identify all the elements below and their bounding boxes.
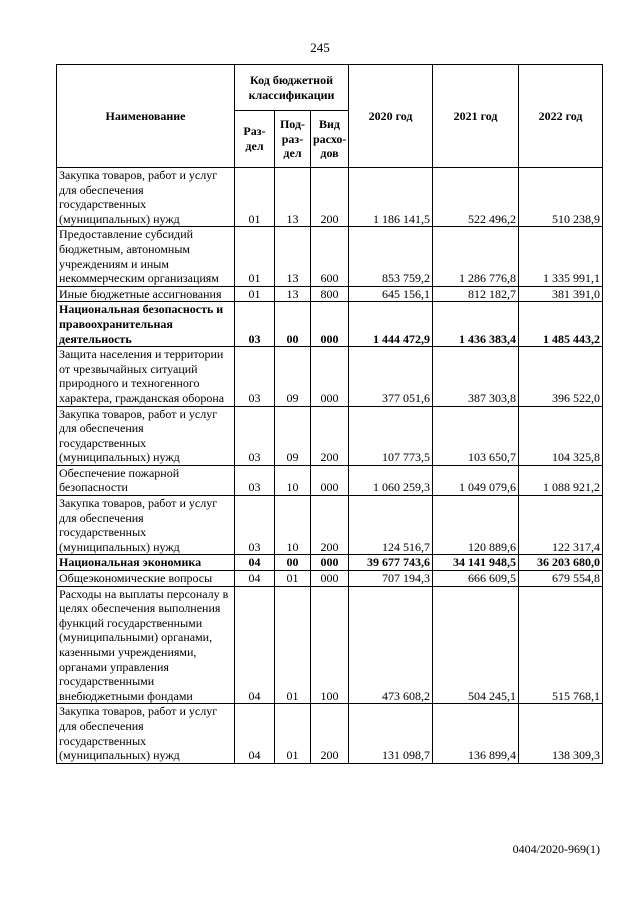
header-section: Раз-дел xyxy=(235,111,275,168)
header-2022: 2022 год xyxy=(519,65,603,168)
row-value-2021: 387 303,8 xyxy=(433,347,519,406)
row-value-2022: 1 335 991,1 xyxy=(519,227,603,286)
row-value-2022: 679 554,8 xyxy=(519,571,603,587)
row-section: 01 xyxy=(235,286,275,302)
row-name: Закупка товаров, работ и услуг для обеспечения государственных (муниципальных) нужд xyxy=(57,406,235,465)
row-value-2021: 136 899,4 xyxy=(433,704,519,763)
row-subsection: 10 xyxy=(275,465,311,495)
footer-document-code: 0404/2020-969(1) xyxy=(512,842,600,856)
row-name: Иные бюджетные ассигнования xyxy=(57,286,235,302)
header-2021: 2021 год xyxy=(433,65,519,168)
page-number: 245 xyxy=(310,40,330,55)
row-value-2021: 1 049 079,6 xyxy=(433,465,519,495)
row-expense-type: 100 xyxy=(311,586,349,704)
row-value-2022: 1 088 921,2 xyxy=(519,465,603,495)
table-row xyxy=(57,496,603,555)
row-value-2020: 39 677 743,6 xyxy=(349,555,433,571)
row-value-2022: 396 522,0 xyxy=(519,347,603,406)
row-value-2020: 707 194,3 xyxy=(349,571,433,587)
row-name: Закупка товаров, работ и услуг для обеспечения государственных (муниципальных) нужд xyxy=(57,168,235,227)
row-section: 04 xyxy=(235,704,275,763)
row-subsection: 09 xyxy=(275,406,311,465)
row-section: 03 xyxy=(235,302,275,347)
row-value-2020: 853 759,2 xyxy=(349,227,433,286)
row-expense-type: 200 xyxy=(311,168,349,227)
row-subsection: 13 xyxy=(275,286,311,302)
row-value-2020: 473 608,2 xyxy=(349,586,433,704)
row-expense-type: 800 xyxy=(311,286,349,302)
header-name: Наименование xyxy=(57,65,235,168)
row-value-2021: 666 609,5 xyxy=(433,571,519,587)
row-value-2020: 1 186 141,5 xyxy=(349,168,433,227)
row-value-2022: 1 485 443,2 xyxy=(519,302,603,347)
row-name: Обеспечение пожарной безопасности xyxy=(57,465,235,495)
row-expense-type: 000 xyxy=(311,347,349,406)
row-value-2020: 1 444 472,9 xyxy=(349,302,433,347)
row-name: Закупка товаров, работ и услуг для обеспечения государственных (муниципальных) нужд xyxy=(57,496,235,555)
table-row xyxy=(57,168,603,227)
row-subsection: 01 xyxy=(275,704,311,763)
row-subsection: 00 xyxy=(275,555,311,571)
row-name: Закупка товаров, работ и услуг для обеспечения государственных (муниципальных) нужд xyxy=(57,704,235,763)
row-section: 04 xyxy=(235,571,275,587)
row-value-2020: 645 156,1 xyxy=(349,286,433,302)
row-name: Предоставление субсидий бюджетным, автономным учреждениям и иным некоммерческим организациям xyxy=(57,227,235,286)
row-section: 01 xyxy=(235,227,275,286)
table-row xyxy=(57,286,603,302)
row-subsection: 10 xyxy=(275,496,311,555)
row-name: Защита населения и территории от чрезвычайных ситуаций природного и техногенного характера, гражданская оборона xyxy=(57,347,235,406)
row-subsection: 09 xyxy=(275,347,311,406)
table-row xyxy=(57,347,603,406)
row-expense-type: 000 xyxy=(311,571,349,587)
table-row xyxy=(57,586,603,704)
row-section: 04 xyxy=(235,586,275,704)
row-subsection: 13 xyxy=(275,168,311,227)
row-value-2021: 1 436 383,4 xyxy=(433,302,519,347)
row-value-2021: 1 286 776,8 xyxy=(433,227,519,286)
row-section: 01 xyxy=(235,168,275,227)
row-expense-type: 200 xyxy=(311,496,349,555)
row-value-2022: 122 317,4 xyxy=(519,496,603,555)
header-2020: 2020 год xyxy=(349,65,433,168)
row-name: Национальная безопасность и правоохранительная деятельность xyxy=(57,302,235,347)
header-code-group: Код бюджетной классификации xyxy=(235,65,349,111)
row-name: Национальная экономика xyxy=(57,555,235,571)
row-subsection: 13 xyxy=(275,227,311,286)
row-value-2021: 504 245,1 xyxy=(433,586,519,704)
table-row xyxy=(57,227,603,286)
table-row xyxy=(57,302,603,347)
row-section: 03 xyxy=(235,347,275,406)
row-section: 03 xyxy=(235,496,275,555)
row-value-2020: 377 051,6 xyxy=(349,347,433,406)
budget-table xyxy=(56,64,603,764)
row-value-2020: 124 516,7 xyxy=(349,496,433,555)
table-row xyxy=(57,406,603,465)
row-value-2021: 522 496,2 xyxy=(433,168,519,227)
row-value-2022: 36 203 680,0 xyxy=(519,555,603,571)
row-value-2022: 515 768,1 xyxy=(519,586,603,704)
row-value-2022: 138 309,3 xyxy=(519,704,603,763)
table-row xyxy=(57,465,603,495)
row-name: Расходы на выплаты персоналу в целях обеспечения выполнения функций государственными (муниципальными) органами, казенными учреждениями, органами управления государственными внебюджетными фондами xyxy=(57,586,235,704)
table-row xyxy=(57,555,603,571)
row-value-2020: 1 060 259,3 xyxy=(349,465,433,495)
row-name: Общеэкономические вопросы xyxy=(57,571,235,587)
row-expense-type: 000 xyxy=(311,302,349,347)
row-section: 03 xyxy=(235,406,275,465)
row-expense-type: 600 xyxy=(311,227,349,286)
row-value-2021: 34 141 948,5 xyxy=(433,555,519,571)
row-value-2021: 812 182,7 xyxy=(433,286,519,302)
row-section: 03 xyxy=(235,465,275,495)
row-subsection: 01 xyxy=(275,571,311,587)
row-value-2021: 103 650,7 xyxy=(433,406,519,465)
row-expense-type: 200 xyxy=(311,704,349,763)
table-row xyxy=(57,704,603,763)
row-value-2022: 510 238,9 xyxy=(519,168,603,227)
row-subsection: 01 xyxy=(275,586,311,704)
row-value-2020: 107 773,5 xyxy=(349,406,433,465)
header-expense-type: Вид расхо-дов xyxy=(311,111,349,168)
table-body xyxy=(57,168,603,764)
row-expense-type: 000 xyxy=(311,465,349,495)
row-value-2021: 120 889,6 xyxy=(433,496,519,555)
header-subsection: Под-раз-дел xyxy=(275,111,311,168)
row-value-2022: 104 325,8 xyxy=(519,406,603,465)
row-value-2022: 381 391,0 xyxy=(519,286,603,302)
row-section: 04 xyxy=(235,555,275,571)
row-expense-type: 000 xyxy=(311,555,349,571)
row-value-2020: 131 098,7 xyxy=(349,704,433,763)
row-subsection: 00 xyxy=(275,302,311,347)
row-expense-type: 200 xyxy=(311,406,349,465)
table-row xyxy=(57,571,603,587)
